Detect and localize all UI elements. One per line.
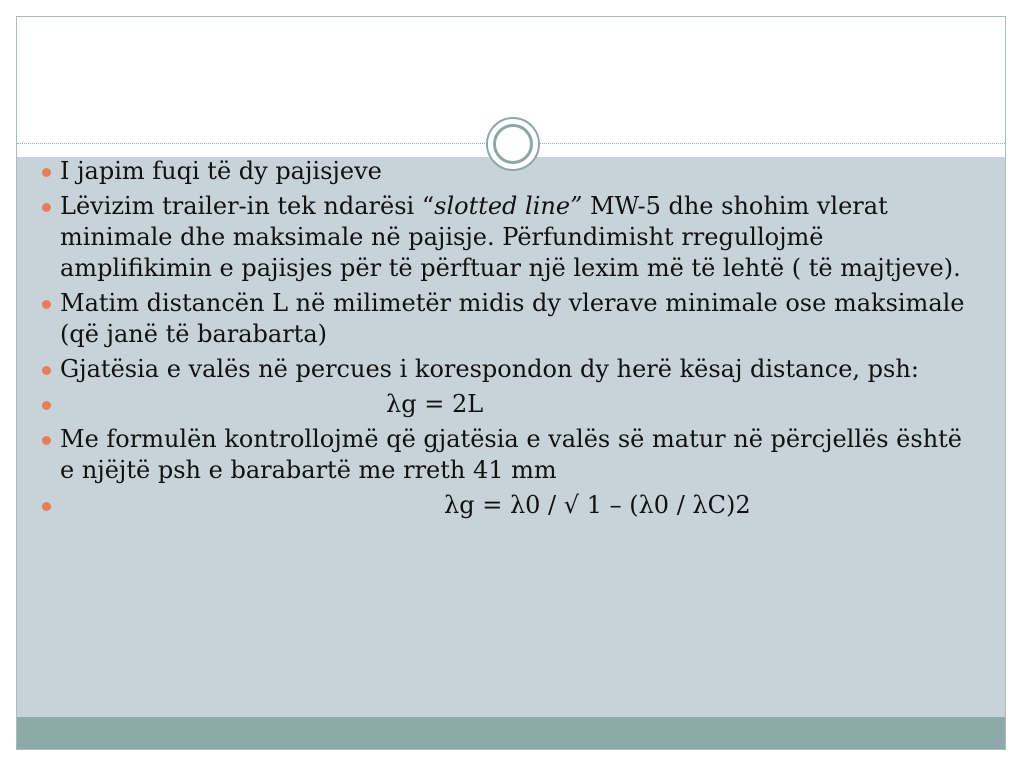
bullet-icon	[42, 300, 51, 309]
bullet-text: Me formulën kontrollojmë që gjatësia e valës së matur në përcjellës është e njëjtë psh e barabartë me rreth 41 mm	[60, 425, 963, 484]
bullet-list	[42, 156, 972, 525]
formula-text: λg = 2L	[386, 390, 484, 418]
list-item	[42, 354, 972, 385]
list-item	[42, 288, 972, 350]
footer-bar	[17, 717, 1005, 750]
bullet-icon	[42, 366, 51, 375]
bullet-icon	[42, 203, 51, 212]
list-item	[42, 389, 972, 420]
list-item	[42, 424, 972, 486]
bullet-text-end: MW-5 dhe shohim vlerat minimale dhe maksimale në pajisje. Përfundimisht rregullojmë amplifikimin e pajisjes për të përftuar një lexim më të lehtë ( të majtjeve).	[60, 192, 961, 282]
bullet-icon	[42, 502, 51, 511]
bullet-text: I japim fuqi të dy pajisjeve	[60, 157, 382, 185]
bullet-icon	[42, 168, 51, 177]
list-item	[42, 156, 972, 187]
list-item	[42, 191, 972, 284]
bullet-text-italic: slotted line”	[434, 192, 583, 220]
bullet-text-start: Lëvizim trailer-in tek ndarësi “	[60, 192, 435, 220]
bullet-text: Matim distancën L në milimetër midis dy vlerave minimale ose maksimale (që janë të barabarta)	[60, 289, 965, 348]
list-item	[42, 490, 972, 521]
bullet-icon	[42, 436, 51, 445]
formula-text: λg = λ0 / √ 1 – (λ0 / λC)2	[444, 491, 751, 519]
bullet-icon	[42, 401, 51, 410]
bullet-text: Gjatësia e valës në percues i korespondon dy herë kësaj distance, psh:	[60, 355, 919, 383]
